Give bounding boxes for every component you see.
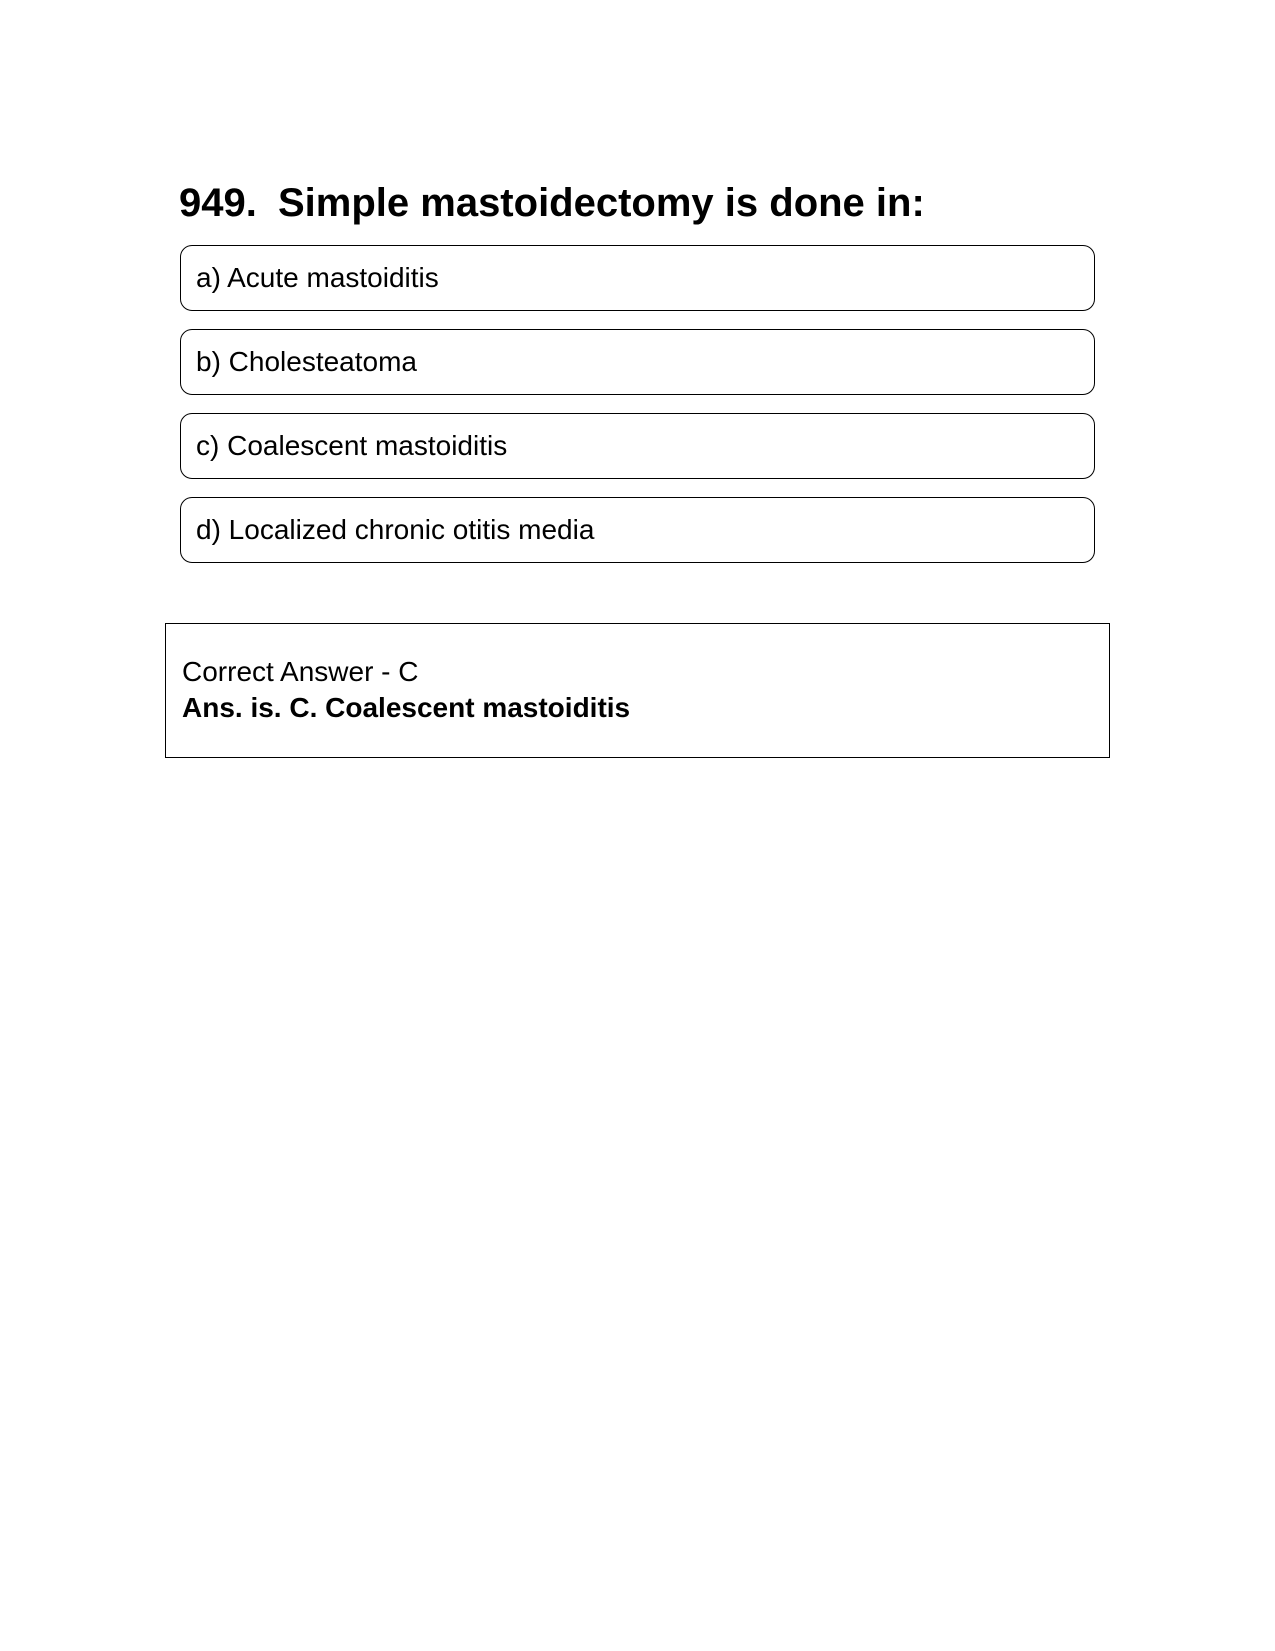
option-b[interactable]: b) Cholesteatoma (180, 329, 1095, 395)
option-c[interactable]: c) Coalescent mastoiditis (180, 413, 1095, 479)
answer-box (165, 623, 1110, 758)
option-a[interactable]: a) Acute mastoiditis (180, 245, 1095, 311)
answer-explanation: Ans. is. C. Coalescent mastoiditis (182, 692, 631, 723)
question-text: Simple mastoidectomy is done in: (277, 181, 925, 225)
option-d[interactable]: d) Localized chronic otitis media (180, 497, 1095, 563)
question-heading (179, 176, 925, 230)
question-number: 949. (179, 181, 257, 225)
correct-answer-label: Correct Answer - C (182, 656, 419, 687)
